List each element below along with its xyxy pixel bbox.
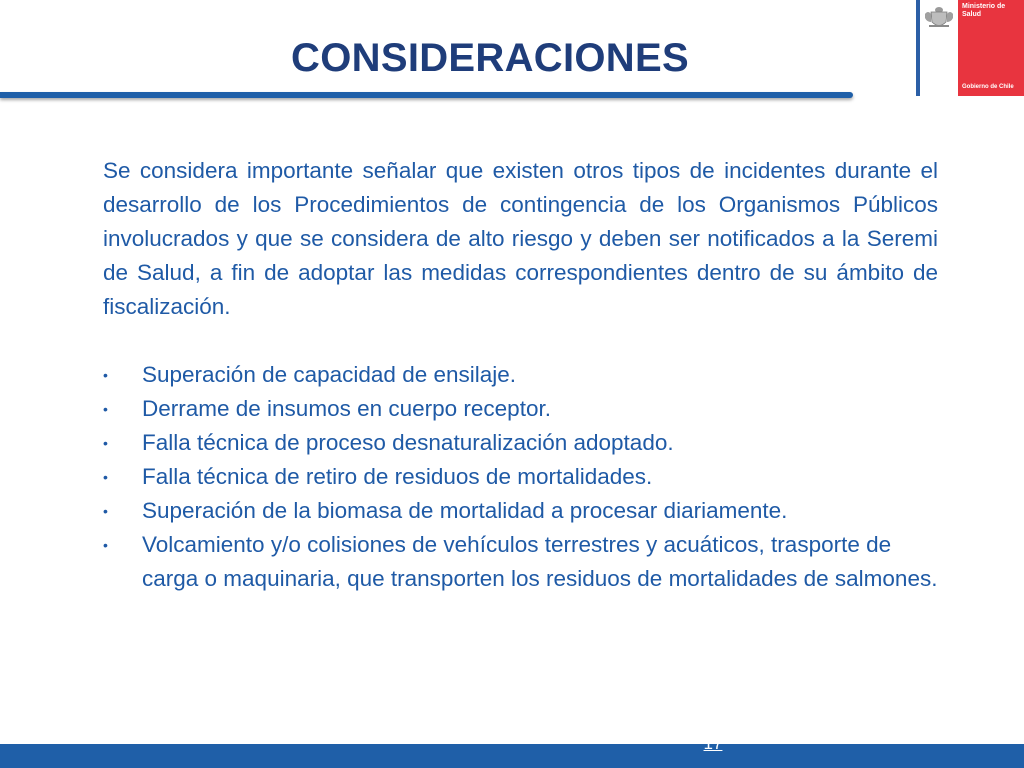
footer-bar (0, 744, 1024, 768)
logo-blue-strip (916, 0, 920, 96)
page-number: 17 (703, 734, 723, 753)
logo-ministry-line2: Salud (962, 11, 982, 18)
list-item: • Falla técnica de proceso desnaturalización adoptado. (103, 426, 938, 460)
bullet-icon: • (103, 367, 108, 383)
coat-of-arms-icon (922, 2, 956, 30)
list-item: • Superación de la biomasa de mortalidad a procesar diariamente. (103, 494, 938, 528)
bullet-icon: • (103, 401, 108, 417)
logo-emblem-panel (916, 0, 958, 96)
list-item: • Derrame de insumos en cuerpo receptor. (103, 392, 938, 426)
list-item: • Falla técnica de retiro de residuos de mortalidades. (103, 460, 938, 494)
logo-red-panel (958, 0, 1024, 96)
incident-list (103, 358, 938, 596)
bullet-icon: • (103, 435, 108, 451)
slide-content (103, 154, 938, 596)
list-item: • Volcamiento y/o colisiones de vehículos terrestres y acuáticos, trasporte de carga o maquinaria, que transporten los residuos de mortalidades de salmones. (103, 528, 938, 596)
slide-title: CONSIDERACIONES (291, 36, 689, 80)
bullet-icon: • (103, 503, 108, 519)
logo-government-text: Gobierno de Chile (962, 84, 1014, 90)
intro-paragraph: Se considera importante señalar que existen otros tipos de incidentes durante el desarrollo de los Procedimientos de contingencia de los Organismos Públicos involucrados y que se considera de alto riesgo y deben ser notificados a la Seremi de Salud, a fin de adoptar las medidas correspondientes dentro de su ámbito de fiscalización. (103, 158, 938, 319)
ministry-logo (916, 0, 1024, 96)
bullet-icon: • (103, 469, 108, 485)
logo-ministry-line1: Ministerio de (962, 3, 1006, 10)
title-underline (0, 92, 853, 98)
bullet-icon: • (103, 537, 108, 553)
list-item: • Superación de capacidad de ensilaje. (103, 358, 938, 392)
